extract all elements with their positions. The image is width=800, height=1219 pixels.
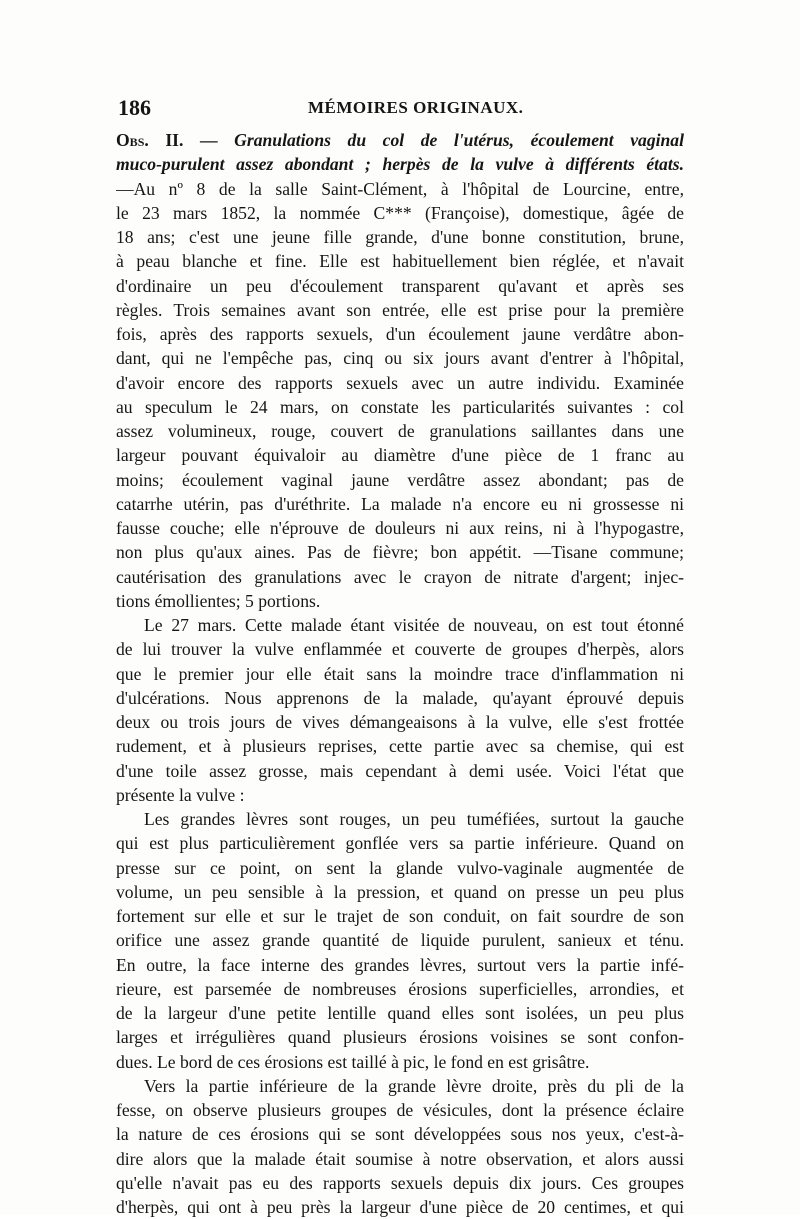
text-line: orifice une assez grande quantité de liquide purulent, sanieux et ténu. [116,930,684,951]
text-line: de lui trouver la vulve enflammée et couverte de groupes d'herpès, alors [116,639,684,660]
text-line: dant, qui ne l'empêche pas, cinq ou six jours avant d'entrer à l'hôpital, [116,348,684,369]
text-line: rieure, est parsemée de nombreuses érosions superficielles, arrondies, et [116,978,684,999]
text-line: au speculum le 24 mars, on constate les particularités suivantes : col [116,396,684,417]
text-line: assez volumineux, rouge, couvert de granulations saillantes dans une [116,421,684,441]
text-line: présente la vulve : [116,784,245,805]
text-line: fortement sur elle et sur le trajet de son conduit, on fait sourdre de son [116,906,684,926]
page-number: 186 [118,95,151,120]
text-line: larges et irrégulières quand plusieurs érosions voisines se sont confon- [116,1027,684,1048]
page-header [118,95,688,125]
text-line: qu'elle n'avait pas eu des rapports sexuels depuis dix jours. Ces groupes [116,1172,684,1193]
text-line: presse sur ce point, on sent la glande vulvo-vaginale augmentée de [116,857,684,878]
text-line: En outre, la face interne des grandes lèvres, surtout vers la partie infé- [116,954,684,975]
text-line: qui est plus particulièrement gonflée vers sa partie inférieure. Quand on [116,833,684,854]
text-line: moins; écoulement vaginal jaune verdâtre assez abondant; pas de [116,469,684,490]
text-line: d'ordinaire un peu d'écoulement transparent qu'avant et après ses [116,275,684,296]
text-line: d'une toile assez grosse, mais cependant à demi usée. Voici l'état que [116,760,684,781]
text-line: non plus qu'aux aines. Pas de fièvre; bon appétit. —Tisane commune; [116,542,684,563]
observation-label: Obs. II. — [116,130,218,150]
text-line: la nature de ces érosions qui se sont développées sous nos yeux, c'est-à- [116,1124,684,1145]
observation-title-part-2: muco-purulent assez abondant ; herpès de la vulve à différents états. [116,154,684,175]
text-line: rudement, et à plusieurs reprises, cette partie avec sa chemise, qui est [116,736,684,757]
text-line: d'herpès, qui ont à peu près la largeur d'une pièce de 20 centimes, et qui [116,1197,684,1217]
text-line: tions émollientes; 5 portions. [116,590,321,611]
running-title: MÉMOIRES ORIGINAUX. [308,98,524,117]
text-line: fois, après des rapports sexuels, d'un écoulement jaune verdâtre abon- [116,324,684,344]
text-line: largeur pouvant équivaloir au diamètre d'une pièce de 1 franc au [116,445,684,466]
text-line: volume, un peu sensible à la pression, et quand on presse un peu plus [116,881,684,902]
text-line: 18 ans; c'est une jeune fille grande, d'une bonne constitution, brune, [116,227,684,247]
observation-heading-line [116,128,684,152]
text-line: —Au nº 8 de la salle Saint-Clément, à l'hôpital de Lourcine, entre, [116,178,684,199]
text-line: fesse, on observe plusieurs groupes de vésicules, dont la présence éclaire [116,1100,684,1120]
text-line: règles. Trois semaines avant son entrée, elle est prise pour la première [116,299,684,320]
text-line: dire alors que la malade était soumise à notre observation, et alors aussi [116,1148,684,1169]
text-line: d'avoir encore des rapports sexuels avec un autre individu. Examinée [116,372,684,393]
text-line: deux ou trois jours de vives démangeaisons à la vulve, elle s'est frottée [116,712,684,732]
text-line: fausse couche; elle n'éprouve de douleurs ni aux reins, ni à l'hypogastre, [116,518,684,538]
text-line: de la largeur d'une petite lentille quand elles sont isolées, un peu plus [116,1003,684,1023]
text-line: catarrhe utérin, pas d'uréthrite. La malade n'a encore eu ni grossesse ni [116,493,684,514]
text-line: cautérisation des granulations avec le crayon de nitrate d'argent; injec- [116,566,684,587]
text-line: que le premier jour elle était sans la moindre trace d'inflammation ni [116,663,684,684]
observation-title-part-1: Granulations du col de l'utérus, écoulement vaginal [234,130,684,150]
text-line: à peau blanche et fine. Elle est habituellement bien réglée, et n'avait [116,251,684,272]
text-line: Le 27 mars. Cette malade étant visitée de nouveau, on est tout étonné [144,615,684,635]
text-line: le 23 mars 1852, la nommée C*** (Françoise), domestique, âgée de [116,202,684,223]
text-line: Les grandes lèvres sont rouges, un peu tuméfiées, surtout la gauche [144,809,684,829]
text-line: Vers la partie inférieure de la grande lèvre droite, près du pli de la [144,1075,684,1096]
text-line: dues. Le bord de ces érosions est taillé à pic, le fond en est grisâtre. [116,1051,590,1072]
text-line: d'ulcérations. Nous apprenons de la malade, qu'ayant éprouvé depuis [116,687,684,708]
body-text [116,128,684,1219]
